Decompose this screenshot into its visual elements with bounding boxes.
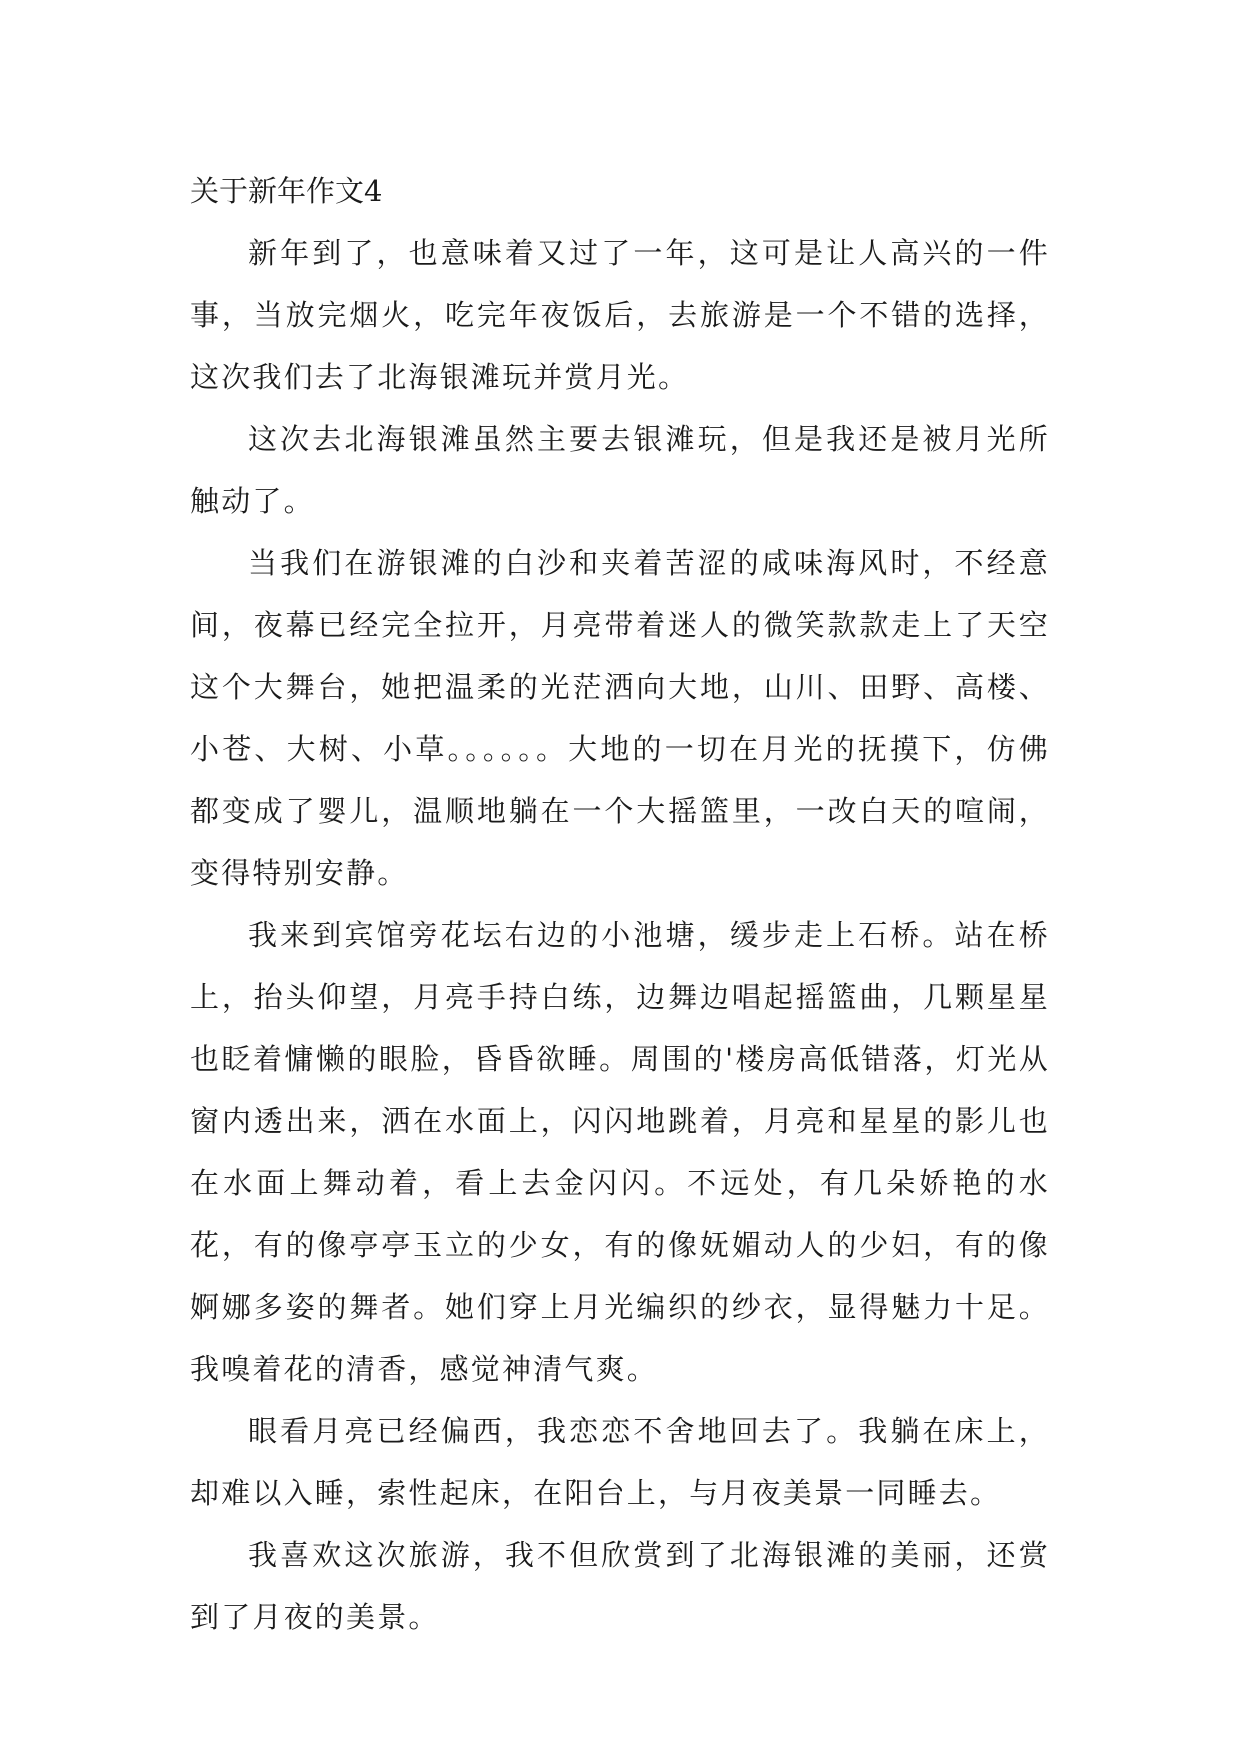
document-title: 关于新年作文4	[190, 174, 383, 208]
document-body	[190, 160, 1050, 1648]
paragraph: 我喜欢这次旅游，我不但欣赏到了北海银滩的美丽，还赏到了月夜的美景。	[190, 1538, 1050, 1634]
paragraph: 这次去北海银滩虽然主要去银滩玩，但是我还是被月光所触动了。	[190, 422, 1050, 518]
paragraph: 眼看月亮已经偏西，我恋恋不舍地回去了。我躺在床上，却难以入睡，索性起床，在阳台上，与月夜美景一同睡去。	[190, 1414, 1050, 1510]
paragraph: 我来到宾馆旁花坛右边的小池塘，缓步走上石桥。站在桥上，抬头仰望，月亮手持白练，边舞边唱起摇篮曲，几颗星星也眨着慵懒的眼脸，昏昏欲睡。周围的'楼房高低错落，灯光从窗内透出来，洒在水面上，闪闪地跳着，月亮和星星的影儿也在水面上舞动着，看上去金闪闪。不远处，有几朵娇艳的水花，有的像亭亭玉立的少女，有的像妩媚动人的少妇，有的像婀娜多姿的舞者。她们穿上月光编织的纱衣，显得魅力十足。我嗅着花的清香，感觉神清气爽。	[190, 918, 1050, 1386]
paragraph: 新年到了，也意味着又过了一年，这可是让人高兴的一件事，当放完烟火，吃完年夜饭后，去旅游是一个不错的选择，这次我们去了北海银滩玩并赏月光。	[190, 236, 1050, 394]
paragraph: 当我们在游银滩的白沙和夹着苦涩的咸味海风时，不经意间，夜幕已经完全拉开，月亮带着迷人的微笑款款走上了天空这个大舞台，她把温柔的光茫洒向大地，山川、田野、高楼、小苍、大树、小草。。。。。。大地的一切在月光的抚摸下，仿佛都变成了婴儿，温顺地躺在一个大摇篮里，一改白天的喧闹，变得特别安静。	[190, 546, 1050, 890]
